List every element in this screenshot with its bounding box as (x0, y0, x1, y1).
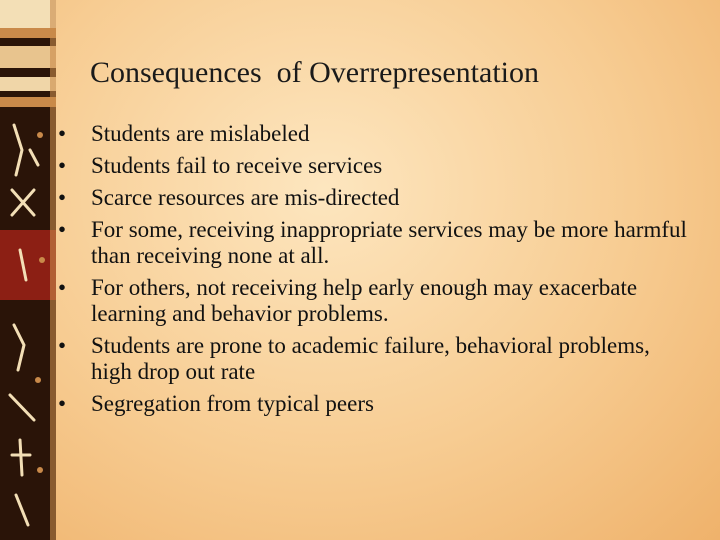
list-item (52, 275, 692, 327)
decorative-border (0, 0, 56, 540)
bullet-icon: • (57, 121, 67, 146)
bullet-text: Students fail to receive services (91, 153, 383, 178)
list-item (52, 185, 692, 211)
bullet-text: For others, not receiving help early enough may exacerbate learning and behavior problems. (91, 275, 638, 326)
bullet-icon: • (57, 153, 67, 178)
list-item (52, 153, 692, 179)
list-item (52, 333, 692, 385)
bullet-text: Scarce resources are mis-directed (91, 185, 400, 210)
bullet-icon: • (57, 333, 67, 358)
bullet-icon: • (57, 275, 67, 300)
bullet-icon: • (57, 185, 67, 210)
bullet-list (52, 121, 692, 423)
bullet-icon: • (57, 217, 67, 242)
bullet-text: For some, receiving inappropriate services may be more harmful than receiving none at all. (91, 217, 687, 268)
bullet-text: Students are mislabeled (91, 121, 310, 146)
list-item (52, 391, 692, 417)
bullet-text: Segregation from typical peers (91, 391, 374, 416)
bullet-icon: • (57, 391, 67, 416)
list-item (52, 121, 692, 147)
list-item (52, 217, 692, 269)
slide-title: Consequences of Overrepresentation (90, 56, 540, 89)
bullet-text: Students are prone to academic failure, behavioral problems, high drop out rate (91, 333, 650, 384)
